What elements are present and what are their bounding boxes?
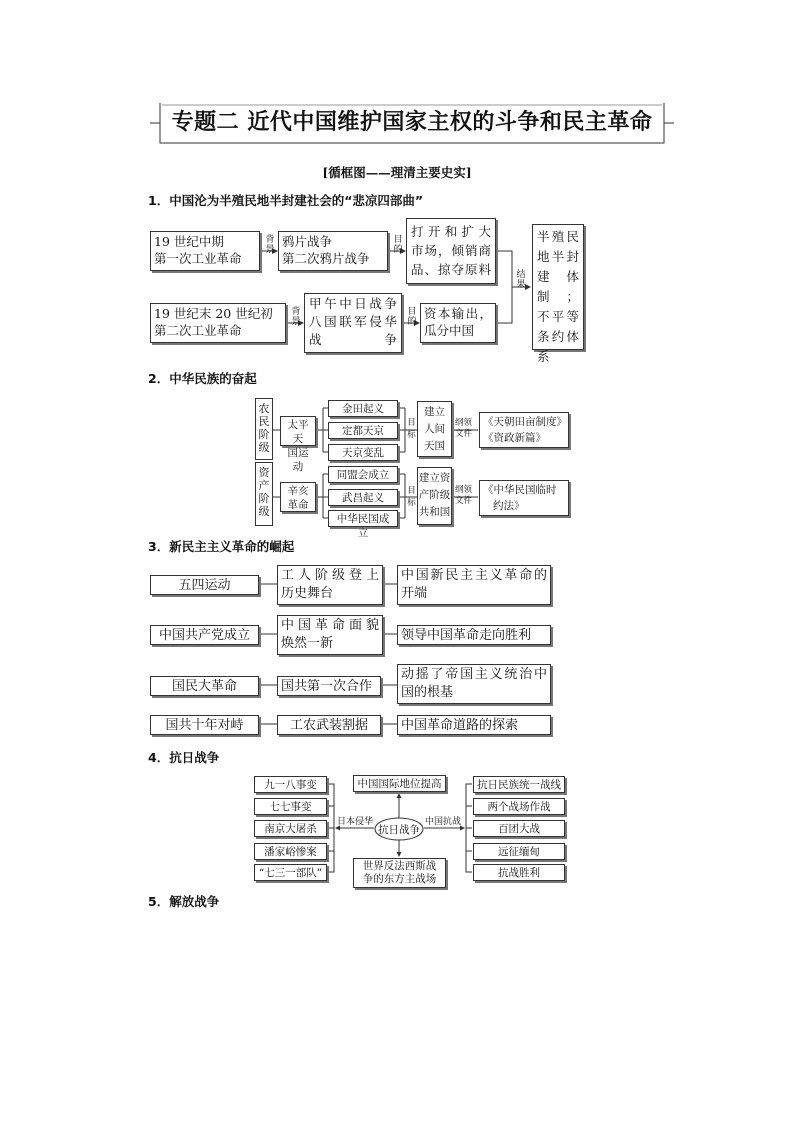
char: 目 <box>393 235 403 245</box>
box-text: 建立资 <box>418 472 451 484</box>
right-event-0: 抗日民族统一战线 <box>473 776 565 793</box>
box-text: 太平天 <box>287 419 309 445</box>
event-tongmenghui: 同盟会成立 <box>328 466 398 483</box>
label-text: 文件 <box>455 496 473 506</box>
event-tianjing: 定都天京 <box>328 422 398 439</box>
char: 景 <box>291 317 301 327</box>
char: 的 <box>393 245 403 255</box>
box-text: 第二次工业革命 <box>154 323 242 338</box>
box-text: 鸦片战争 <box>282 234 333 249</box>
section-1-heading: 1．中国沦为半殖民地半封建社会的“悲凉四部曲” <box>148 193 424 208</box>
char: 景 <box>265 245 275 255</box>
box-text: 系 <box>537 349 550 364</box>
box-text: 打开和扩大 <box>411 224 491 239</box>
box-text: 农民阶级 <box>258 402 270 454</box>
right-event-2: 百团大战 <box>473 820 565 837</box>
box-text: 辛亥 <box>287 485 309 497</box>
box-text: 中国新民主主义革命的 <box>401 568 547 583</box>
section-4-heading: 4．抗日战争 <box>148 750 220 765</box>
row-national-revolution-a: 国民大革命 <box>150 676 259 696</box>
box-text: 资产阶级 <box>258 466 270 518</box>
left-event-1: 七七事变 <box>254 798 327 815</box>
row-ccp-c: 领导中国革命走向胜利 <box>397 625 551 645</box>
box-text: 焕然一新 <box>281 636 334 651</box>
right-event-3: 远征缅甸 <box>473 843 565 860</box>
box-text: 条约体 <box>537 329 579 344</box>
char: 目标 <box>407 486 416 508</box>
char: 的 <box>407 317 417 327</box>
box-text: 中国革命面貌 <box>281 618 379 633</box>
row-ten-year-a: 国共十年对峙 <box>150 715 259 735</box>
box-text: 革命 <box>287 499 309 511</box>
event-jintian: 金田起义 <box>328 400 398 417</box>
event-roc-founded: 中华民国成立 <box>328 510 398 527</box>
box-text: 世界反法西斯战 <box>362 860 437 872</box>
box-text: 八国联军侵华 <box>309 314 397 329</box>
box-text: 市场，倾销商 <box>411 243 491 258</box>
label-japan-invasion: 日本侵华 <box>337 817 374 827</box>
label-text: 纲领 <box>455 485 473 495</box>
box-text: 半殖民 <box>537 229 579 244</box>
box-text: 人间 <box>424 423 445 435</box>
char: 目标 <box>407 418 416 440</box>
box-text: 品、掠夺原料 <box>411 262 491 277</box>
label-china-resistance: 中国抗战 <box>425 817 462 827</box>
box-text: 国运动 <box>287 447 309 473</box>
box-text: 第二次鸦片战争 <box>282 251 370 266</box>
box-text: 19 世纪中期 <box>154 234 224 249</box>
section-3-heading: 3．新民主主义革命的崛起 <box>148 539 295 554</box>
box-text: 开端 <box>401 586 428 601</box>
label-text: 纲领 <box>455 418 473 428</box>
section-5-heading: 5．解放战争 <box>148 894 220 909</box>
char: 背 <box>291 307 301 317</box>
row-national-revolution-b: 国共第一次合作 <box>277 676 381 696</box>
left-event-2: 南京大屠杀 <box>254 820 327 837</box>
box-text: 第一次工业革命 <box>154 251 242 266</box>
box-text: 动摇了帝国主义统治中 <box>401 667 547 682</box>
char: 结 <box>516 270 526 280</box>
row-ten-year-c: 中国革命道路的探索 <box>397 715 551 735</box>
left-event-3: 潘家峪惨案 <box>254 843 327 860</box>
char: 果 <box>516 280 526 290</box>
box-text: 国的根基 <box>401 685 454 700</box>
box-text: 共和国 <box>418 506 451 518</box>
box-international-status: 中国国际地位提高 <box>353 775 446 792</box>
box-eastern-battlefield <box>353 858 446 888</box>
right-event-4: 抗战胜利 <box>473 864 565 881</box>
box-text: 地半封 <box>537 249 579 264</box>
row-ccp-a: 中国共产党成立 <box>150 625 259 645</box>
box-text: 争的东方主战场 <box>362 873 437 885</box>
doc-title: 《中华民国临时 <box>483 484 557 496</box>
char: 背 <box>265 235 275 245</box>
box-text: 瓜分中国 <box>424 323 475 338</box>
center-anti-japanese-war: 抗日战争 <box>378 824 420 836</box>
doc-title: 《资政新篇》 <box>483 432 546 444</box>
box-text: 天国 <box>424 440 445 452</box>
box-text: 19 世纪末 20 世纪初 <box>154 306 273 321</box>
box-text: 工人阶级登上 <box>281 568 379 583</box>
left-event-0: 九一八事变 <box>254 776 327 793</box>
box-text: 建立 <box>424 406 445 418</box>
page-title: 专题二 近代中国维护国家主权的斗争和民主革命 <box>171 110 653 135</box>
box-text: 建体制； <box>537 269 579 304</box>
row-ten-year-b: 工农武装割据 <box>277 715 381 735</box>
doc-title: 《天朝田亩制度》 <box>483 416 567 428</box>
left-event-4: “七三一部队” <box>254 864 327 881</box>
box-text: 历史舞台 <box>281 586 334 601</box>
box-text: 不平等 <box>537 309 579 324</box>
row-may-fourth-a: 五四运动 <box>150 575 259 595</box>
box-text: 产阶级 <box>418 489 451 501</box>
doc-title: 约法》 <box>493 500 525 512</box>
section-2-heading: 2．中华民族的奋起 <box>148 371 257 386</box>
event-wuchang: 武昌起义 <box>328 489 398 506</box>
char: 目 <box>407 307 417 317</box>
box-text: 资本输出， <box>424 306 492 321</box>
event-tianjing-incident: 天京变乱 <box>328 444 398 461</box>
label-text: 文件 <box>455 429 473 439</box>
box-text: 战争 <box>309 332 397 347</box>
right-event-1: 两个战场作战 <box>473 798 565 815</box>
subtitle: [循框图——理清主要史实] <box>322 165 472 180</box>
box-text: 甲午中日战争 <box>309 296 397 311</box>
